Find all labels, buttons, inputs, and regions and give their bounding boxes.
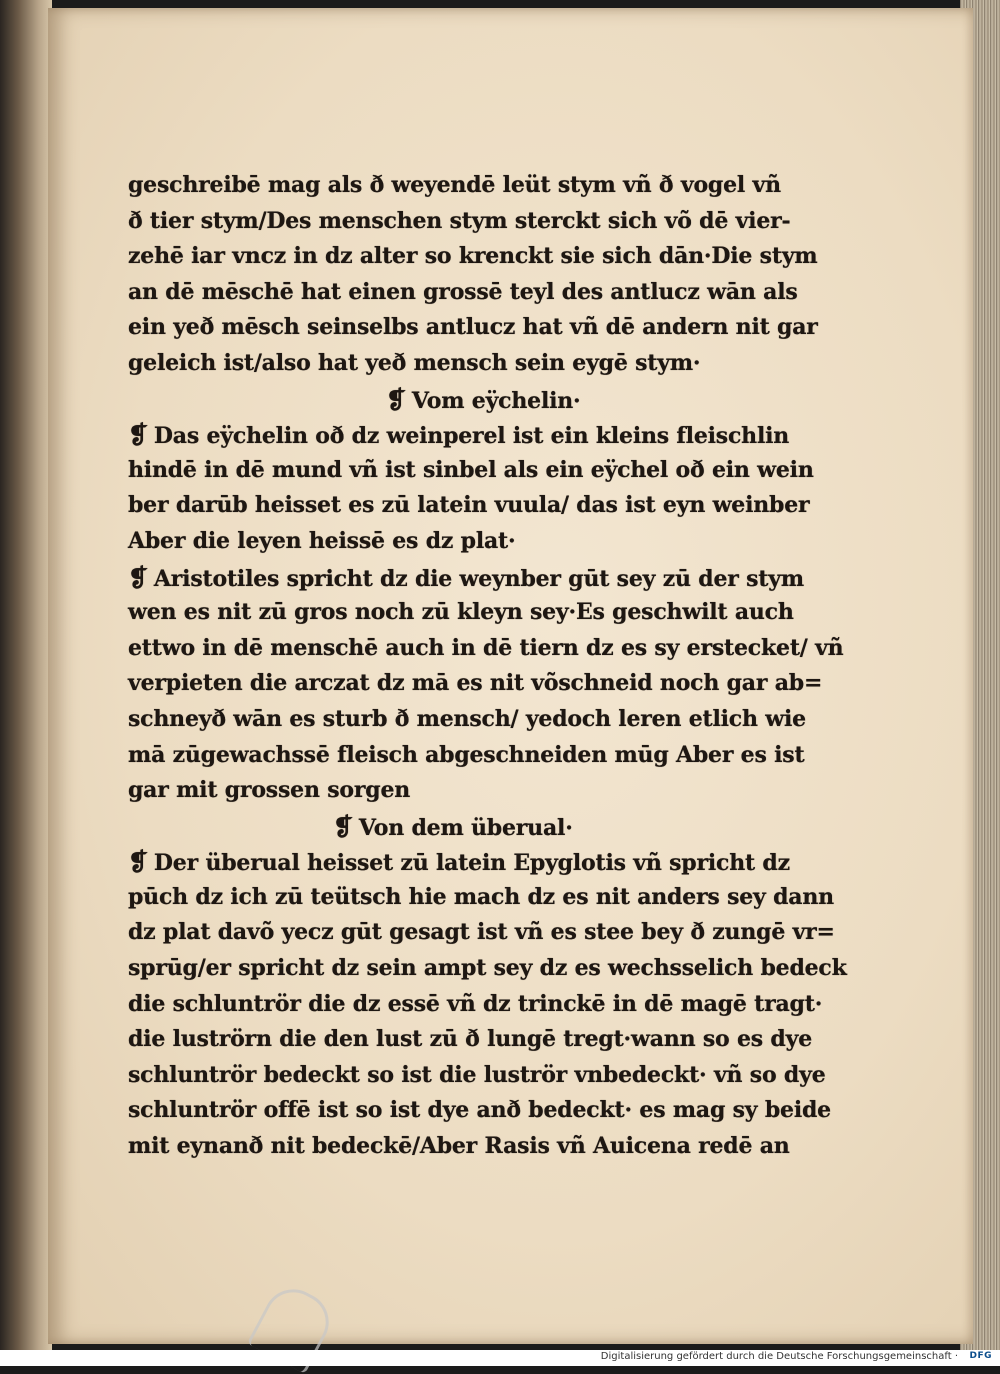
text-line [128, 310, 818, 346]
line-text: hindē in dē mund vñ ist sinbel als ein eÿchel oð ein wein [128, 456, 814, 483]
text-line [128, 560, 808, 596]
line-text: mit eynanð nit bedeckē/Aber Rasis vñ Auicena redē an [128, 1133, 790, 1160]
text-line [128, 453, 814, 489]
line-text: sprūg/er spricht dz sein ampt sey dz es wechsselich bedeck [128, 955, 847, 982]
text-line [128, 1129, 808, 1165]
text-line [128, 951, 847, 987]
text-line [128, 488, 808, 524]
line-text: Aristotiles spricht dz die weynber gūt sey zū der stym [153, 565, 804, 592]
text-line [128, 987, 823, 1023]
line-text: geleich ist/also hat yeð mensch sein eygē stym· [128, 349, 701, 376]
line-text: ettwo in dē menschē auch in dē tiern dz es sy erstecket/ vñ [128, 634, 844, 661]
facing-page-edge [0, 0, 52, 1350]
page-text-block [128, 168, 847, 1165]
line-text: Aber die leyen heissē es dz plat· [128, 527, 516, 554]
line-text: geschreibē mag als ð weyendē leüt stym vñ ð vogel vñ [128, 172, 781, 198]
line-text: ein yeð mēsch seinselbs antlucz hat vñ dē andern nit gar [128, 314, 818, 341]
line-text: ber darūb heisset es zū latein vuula/ das ist eyn weinber [128, 492, 810, 519]
line-text: ð tier stym/Des menschen stym sterckt sich võ dē vier- [128, 207, 791, 234]
paragraph-epiglottis [128, 844, 847, 1164]
text-line [128, 880, 834, 916]
section-heading-uvula [128, 382, 808, 418]
text-line [128, 346, 808, 382]
section-heading-epiglottis [128, 809, 808, 845]
heading-text: Von dem überual· [358, 814, 573, 841]
text-line [128, 915, 835, 951]
text-line [128, 595, 808, 631]
line-text: mā zūgewachssē fleisch abgeschneiden mūg Aber es ist [128, 741, 805, 768]
line-text: verpieten die arczat dz mā es nit võschneid noch gar ab= [128, 670, 823, 697]
text-line [128, 1058, 826, 1094]
line-text: zehē iar vncz in dz alter so krenckt sie sich dān·Die stym [128, 243, 818, 270]
funding-credit: Digitalisierung gefördert durch die Deutsche Forschungsgemeinschaft · [600, 1351, 958, 1362]
text-line [128, 168, 808, 204]
text-line [128, 417, 808, 453]
text-line [128, 738, 808, 774]
text-line [128, 524, 808, 560]
line-text: die luströrn die den lust zū ð lungē tregt·wann so es dye [128, 1026, 812, 1053]
line-text: gar mit grossen sorgen [128, 777, 411, 804]
line-text: dz plat davõ yecz gūt gesagt ist vñ es stee bey ð zungē vr= [128, 919, 835, 946]
heading-text: Vom eÿchelin· [411, 387, 581, 414]
paragraph-uvula [128, 417, 814, 559]
line-text: schluntrör bedeckt so ist die luströr vnbedeckt· vñ so dye [128, 1061, 826, 1088]
text-line [128, 275, 808, 311]
text-line [128, 773, 808, 809]
pilcrow-icon: ❡ [333, 811, 353, 841]
line-text: Der überual heisset zū latein Epyglotis vñ spricht dz [153, 850, 790, 877]
paragraph-aristotle [128, 560, 844, 809]
pilcrow-icon: ❡ [128, 420, 148, 450]
text-line [128, 1093, 831, 1129]
pilcrow-icon: ❡ [128, 562, 148, 592]
line-text: schluntrör offē ist so ist dye anð bedeckt· es mag sy beide [128, 1097, 831, 1124]
text-line [128, 844, 808, 880]
text-line [128, 666, 823, 702]
pilcrow-icon: ❡ [386, 384, 406, 414]
line-text: pūch dz ich zū teütsch hie mach dz es nit anders sey dann [128, 883, 834, 910]
text-line [128, 1022, 812, 1058]
paragraph-voice [128, 168, 818, 382]
text-line [128, 239, 818, 275]
line-text: an dē mēschē hat einen grossē teyl des antlucz wān als [128, 278, 798, 305]
line-text: Das eÿchelin oð dz weinperel ist ein kleins fleischlin [153, 423, 790, 450]
text-line [128, 631, 844, 667]
line-text: wen es nit zū gros noch zū kleyn sey·Es geschwilt auch [128, 599, 794, 626]
pilcrow-icon: ❡ [128, 847, 148, 877]
dfg-logo: DFG [969, 1351, 992, 1361]
text-line [128, 204, 808, 240]
text-line [128, 702, 808, 738]
line-text: schneyð wān es sturb ð mensch/ yedoch leren etlich wie [128, 705, 806, 732]
line-text: die schluntrör die dz essē vñ dz trinckē in dē magē tragt· [128, 990, 823, 1017]
